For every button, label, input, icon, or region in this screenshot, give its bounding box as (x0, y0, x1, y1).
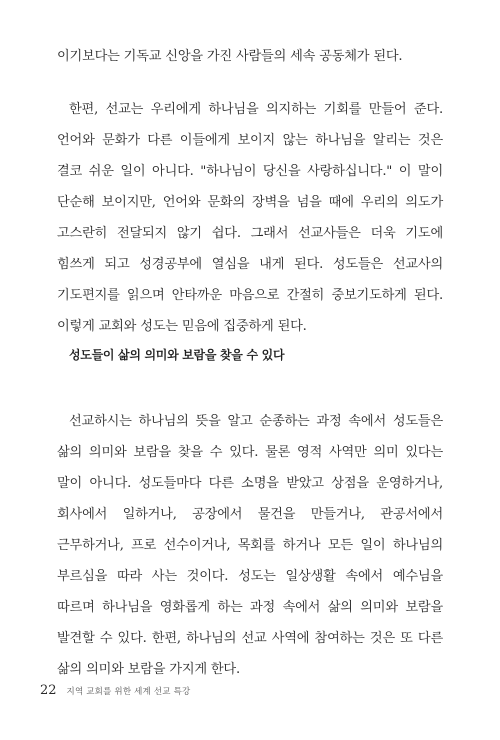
running-title: 지역 교회를 위한 세계 선교 특강 (66, 687, 191, 697)
section-heading: 성도들이 삶의 의미와 보람을 찾을 수 있다 (69, 348, 285, 362)
paragraph-continuation: 이기보다는 기독교 신앙을 가진 사람들의 세속 공동체가 된다. (57, 49, 403, 64)
paragraph-mission-dependence: 한편, 선교는 우리에게 하나님을 의지하는 기회를 만들어 준다. 언어와 문화가 다른 이들에게 보이지 않는 하나님을 알리는 것은 결코 쉬운 일이 아니다. "하나님이 당신을 사랑하십니다." 이 말이 단순해 보이지만, 언어와 문화의 장벽을 넘을 때에 우리의 의도가 고스란히 전달되지 않기 쉽다. 그래서 선교사들은 더욱 기도에 힘쓰게 되고 성경공부에 열심을 내게 된다. 성도들은 선교사의 기도편지를 읽으며 안타까운 마음으로 간절히 중보기도하게 된다. 이렇게 교회와 성도는 믿음에 집중하게 된다. (57, 102, 443, 334)
paragraph-meaning-and-reward: 선교하시는 하나님의 뜻을 알고 순종하는 과정 속에서 성도들은 삶의 의미와 보람을 찾을 수 있다. 물론 영적 사역만 의미 있다는 말이 아니다. 성도들마다 다른 소명을 받았고 상점을 운영하거나, 회사에서 일하거나, 공장에서 물건을 만들거나, 관공서에서 근무하거나, 프로 선수이거나, 목회를 하거나 모든 일이 하나님의 부르심을 따라 사는 것이다. 성도는 일상생활 속에서 예수님을 따르며 하나님을 영화롭게 하는 과정 속에서 삶의 의미와 보람을 발견할 수 있다. 한편, 하나님의 선교 사역에 참여하는 것은 또 다른 삶의 의미와 보람을 가지게 한다. (57, 414, 443, 677)
page-footer (40, 683, 190, 698)
page-number: 22 (40, 683, 57, 698)
